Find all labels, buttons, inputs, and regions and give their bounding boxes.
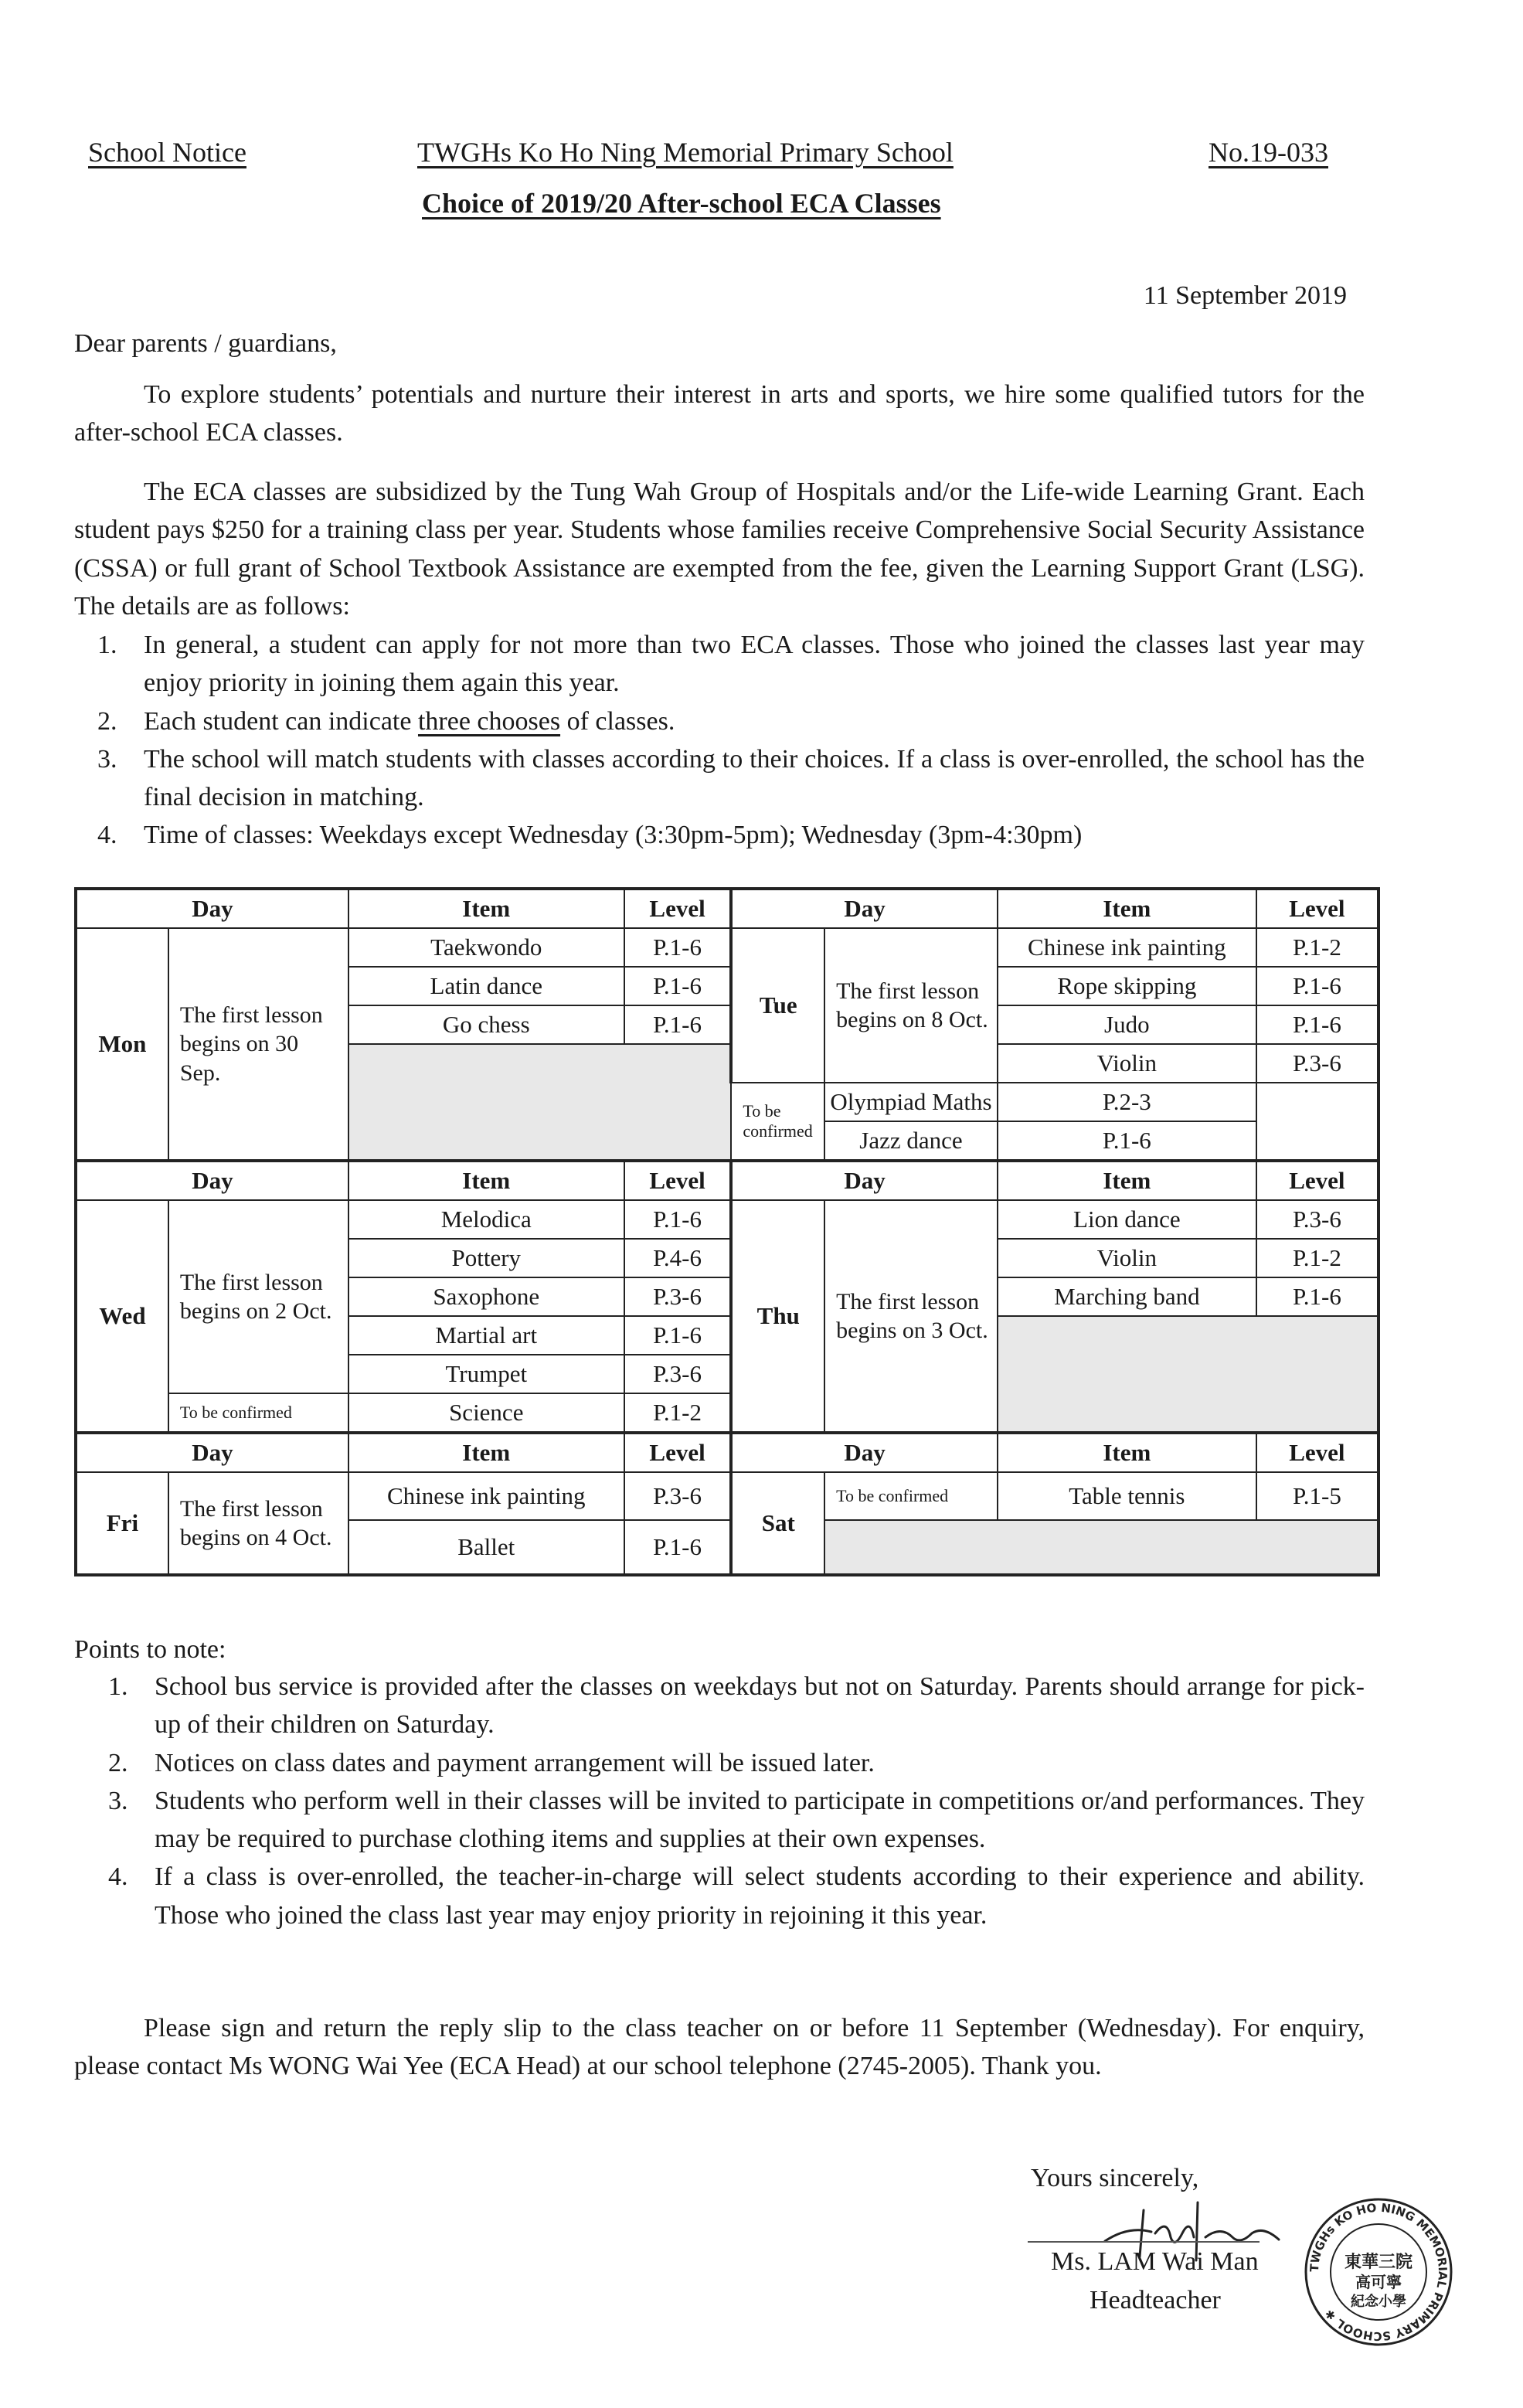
- level-cell: P.1-6: [624, 1520, 732, 1575]
- list-number: 1.: [108, 1672, 128, 1701]
- table-header-row: [76, 889, 1379, 928]
- list-number: 2.: [97, 706, 117, 736]
- signatory-name: Ms. LAM Wai Man: [1051, 2247, 1259, 2276]
- list-item-text: Notices on class dates and payment arrangement will be issued later.: [155, 1748, 875, 1777]
- list-item: [74, 1782, 1365, 1859]
- item-cell: Table tennis: [998, 1472, 1256, 1520]
- list-item-text: School bus service is provided after the classes on weekdays but not on Saturday. Parents should arrange for pick-up of their children on Saturday.: [155, 1672, 1365, 1740]
- day-header: Day: [76, 889, 348, 928]
- level-cell: P.1-6: [624, 1316, 732, 1355]
- svg-text:TWGHs KO HO NING MEMORIAL PRIM: TWGHs KO HO NING MEMORIAL PRIMARY SCHOOL ✱: [1307, 2200, 1450, 2344]
- eca-schedule-table: [74, 887, 1380, 1576]
- list-item: [74, 626, 1365, 702]
- points-to-note-heading: Points to note:: [74, 1635, 226, 1664]
- list-item: [74, 1668, 1365, 1744]
- list-number: 4.: [97, 821, 117, 850]
- item-cell: Taekwondo: [348, 928, 624, 967]
- closing-paragraph: Please sign and return the reply slip to the class teacher on or before 11 September (Wednesday). For enquiry, please contact Ms WONG Wai Yee (ECA Head) at our school telephone (2745-2005). Thank you.: [74, 2014, 1365, 2081]
- list-item-text: In general, a student can apply for not more than two ECA classes. Those who joined the classes last year may enjoy priority in joining them again this year.: [144, 631, 1365, 698]
- item-cell: Rope skipping: [998, 967, 1256, 1005]
- list-number: 3.: [108, 1786, 128, 1815]
- level-cell: P.1-6: [1256, 1005, 1379, 1044]
- day-header: Day: [731, 1161, 998, 1200]
- level-cell: P.1-6: [624, 967, 732, 1005]
- item-cell: Chinese ink painting: [348, 1472, 624, 1520]
- level-cell: P.1-6: [1256, 967, 1379, 1005]
- svg-text:高可寧: 高可寧: [1355, 2273, 1402, 2291]
- notice-title: Choice of 2019/20 After-school ECA Classes: [422, 188, 941, 219]
- wed-tbc-note: To be confirmed: [168, 1393, 348, 1433]
- item-cell: Marching band: [998, 1277, 1256, 1316]
- day-fri: Fri: [76, 1472, 168, 1575]
- notice-date: 11 September 2019: [1143, 281, 1347, 310]
- list-item-text: of classes.: [560, 706, 675, 736]
- day-header: Day: [731, 1433, 998, 1472]
- level-header: Level: [1256, 889, 1379, 928]
- table-row: [76, 1472, 1379, 1520]
- list-item: [74, 702, 1365, 740]
- day-sat: Sat: [731, 1472, 824, 1575]
- fri-start-note: The first lesson begins on 4 Oct.: [168, 1472, 348, 1575]
- list-item-text: Students who perform well in their classes will be invited to participate in competitions or/and performances. They may be required to purchase clothing items and supplies at their own expenses.: [155, 1786, 1365, 1854]
- level-cell: P.1-6: [624, 1200, 732, 1239]
- level-header: Level: [624, 1433, 732, 1472]
- item-cell: Melodica: [348, 1200, 624, 1239]
- item-cell: Saxophone: [348, 1277, 624, 1316]
- item-header: Item: [998, 1161, 1256, 1200]
- level-header: Level: [624, 889, 732, 928]
- item-cell: Latin dance: [348, 967, 624, 1005]
- underlined-phrase: three chooses: [417, 706, 561, 736]
- wed-start-note: The first lesson begins on 2 Oct.: [168, 1200, 348, 1393]
- day-header: Day: [76, 1433, 348, 1472]
- list-item-text: The school will match students with classes according to their choices. If a class is over-enrolled, the school has the final decision in matching.: [144, 744, 1365, 812]
- item-cell: Ballet: [348, 1520, 624, 1575]
- svg-text:紀念小學: 紀念小學: [1351, 2294, 1406, 2310]
- level-cell: P.3-6: [1256, 1200, 1379, 1239]
- tue-start-note: The first lesson begins on 8 Oct.: [824, 928, 998, 1083]
- list-item: [74, 740, 1365, 817]
- list-item: [74, 1744, 1365, 1782]
- list-number: 4.: [108, 1862, 128, 1892]
- level-cell: P.1-6: [998, 1121, 1256, 1161]
- level-cell: P.1-5: [1256, 1472, 1379, 1520]
- item-cell: Lion dance: [998, 1200, 1256, 1239]
- item-cell: Science: [348, 1393, 624, 1433]
- item-header: Item: [348, 1161, 624, 1200]
- item-cell: Go chess: [348, 1005, 624, 1044]
- list-item: [74, 816, 1365, 854]
- school-seal-icon: [1303, 2196, 1454, 2348]
- details-list: [74, 626, 1365, 855]
- thu-start-note: The first lesson begins on 3 Oct.: [824, 1200, 998, 1433]
- list-item: [74, 1858, 1365, 1934]
- level-cell: P.1-2: [624, 1393, 732, 1433]
- table-header-row: [76, 1433, 1379, 1472]
- level-header: Level: [1256, 1161, 1379, 1200]
- subsidy-paragraph: The ECA classes are subsidized by the Tung Wah Group of Hospitals and/or the Life-wide Learning Grant. Each student pays $250 for a training class per year. Students whose families receive Comprehensive Social Security Assistance (CSSA) or full grant of School Textbook Assistance are exempted from the fee, given the Learning Support Grant (LSG). The details are as follows:: [74, 478, 1365, 621]
- level-cell: P.1-6: [624, 1005, 732, 1044]
- item-cell: Jazz dance: [824, 1121, 998, 1161]
- level-cell: P.3-6: [624, 1277, 732, 1316]
- sign-off: Yours sincerely,: [1031, 2164, 1199, 2192]
- item-cell: Judo: [998, 1005, 1256, 1044]
- list-number: 1.: [97, 631, 117, 659]
- level-header: Level: [624, 1161, 732, 1200]
- empty-shaded-cell: [824, 1520, 1379, 1575]
- level-cell: P.4-6: [624, 1239, 732, 1277]
- level-cell: P.1-6: [624, 928, 732, 967]
- day-tue: Tue: [731, 928, 824, 1083]
- salutation: Dear parents / guardians,: [74, 329, 337, 358]
- item-cell: Trumpet: [348, 1355, 624, 1393]
- level-cell: P.3-6: [624, 1355, 732, 1393]
- signatory-title: Headteacher: [1090, 2286, 1221, 2314]
- item-cell: Pottery: [348, 1239, 624, 1277]
- item-cell: Violin: [998, 1044, 1256, 1083]
- level-cell: P.3-6: [1256, 1044, 1379, 1083]
- list-item-text: Time of classes: Weekdays except Wednesday (3:30pm-5pm); Wednesday (3pm-4:30pm): [144, 821, 1083, 850]
- item-header: Item: [998, 889, 1256, 928]
- list-item-text: If a class is over-enrolled, the teacher-in-charge will select students according to their experience and ability. Those who joined the class last year may enjoy priority in rejoining it this year.: [155, 1862, 1365, 1930]
- svg-text:東華三院: 東華三院: [1344, 2253, 1413, 2272]
- sat-tbc-note: To be confirmed: [824, 1472, 998, 1520]
- level-cell: P.2-3: [998, 1083, 1256, 1121]
- item-cell: Chinese ink painting: [998, 928, 1256, 967]
- notice-number: No.19-033: [1209, 137, 1328, 168]
- day-wed: Wed: [76, 1200, 168, 1433]
- item-cell: Olympiad Maths: [824, 1083, 998, 1121]
- table-row: [76, 928, 1379, 967]
- points-list: [74, 1668, 1365, 1934]
- list-number: 2.: [108, 1748, 128, 1777]
- tue-tbc-note: To be confirmed: [731, 1083, 824, 1161]
- school-name: TWGHs Ko Ho Ning Memorial Primary School: [417, 137, 954, 168]
- item-cell: Violin: [998, 1239, 1256, 1277]
- level-cell: P.1-2: [1256, 928, 1379, 967]
- list-number: 3.: [97, 744, 117, 774]
- intro-paragraph: To explore students’ potentials and nurture their interest in arts and sports, we hire some qualified tutors for the after-school ECA classes.: [74, 380, 1365, 447]
- day-mon: Mon: [76, 928, 168, 1161]
- level-header: Level: [1256, 1433, 1379, 1472]
- day-thu: Thu: [731, 1200, 824, 1433]
- mon-start-note: The first lesson begins on 30 Sep.: [168, 928, 348, 1161]
- item-header: Item: [348, 889, 624, 928]
- list-item-text: Each student can indicate: [144, 706, 418, 736]
- day-header: Day: [731, 889, 998, 928]
- notice-type-label: School Notice: [88, 137, 246, 168]
- item-header: Item: [348, 1433, 624, 1472]
- empty-shaded-cell: [348, 1044, 732, 1161]
- level-cell: P.1-6: [1256, 1277, 1379, 1316]
- level-cell: P.1-2: [1256, 1239, 1379, 1277]
- item-header: Item: [998, 1433, 1256, 1472]
- item-cell: Martial art: [348, 1316, 624, 1355]
- level-cell: P.3-6: [624, 1472, 732, 1520]
- empty-shaded-cell: [998, 1316, 1379, 1433]
- day-header: Day: [76, 1161, 348, 1200]
- table-row: [76, 1200, 1379, 1239]
- table-header-row: [76, 1161, 1379, 1200]
